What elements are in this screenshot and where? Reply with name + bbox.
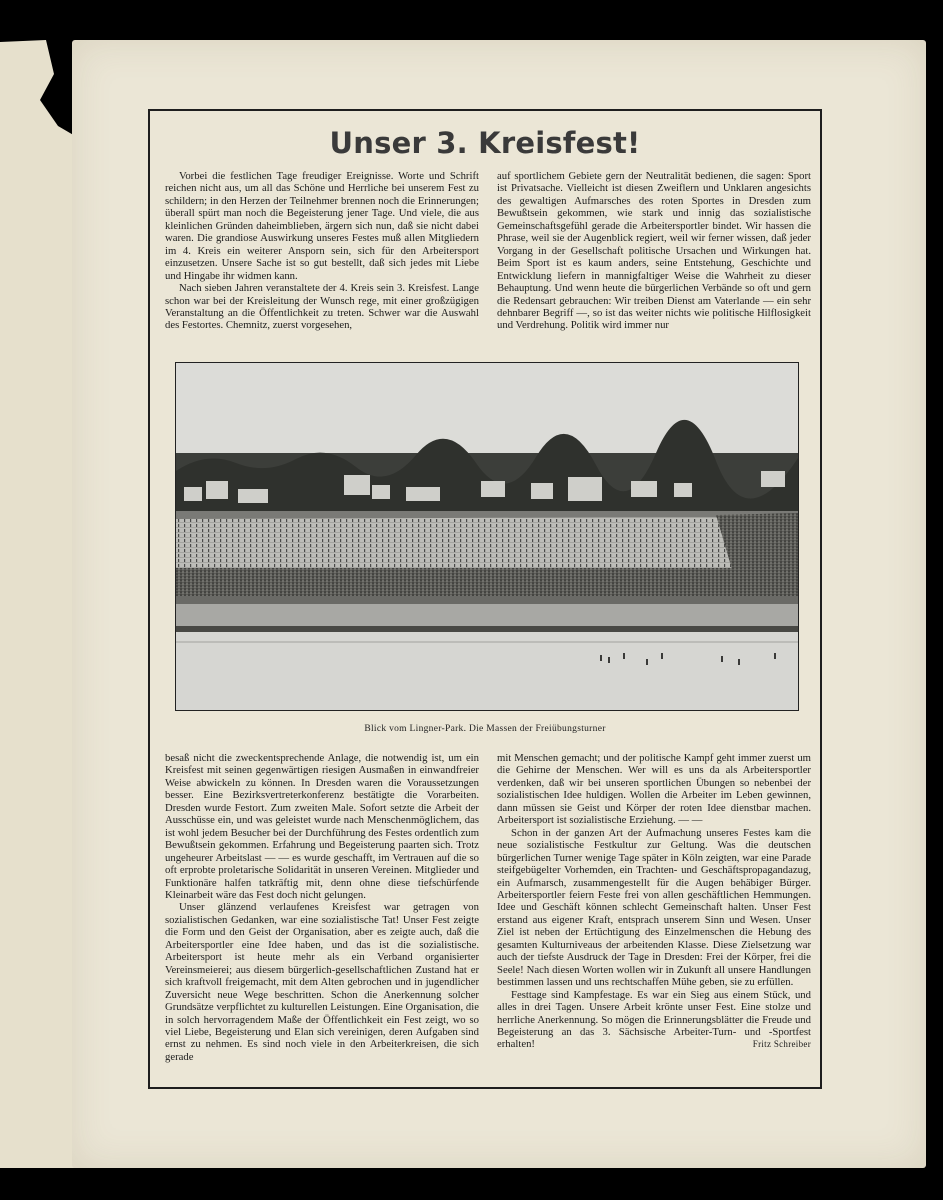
paragraph: Schon in der ganzen Art der Aufmachung unseres Festes kam die neue sozialistische Festkultur zur Geltung. Was die deutschen bürgerlichen Turner wenige Tage später in Köln zeigten, war eine Parade steifgebügelter Vorhemden, ein Trachten- und Geschäftspropagandazug, ein Aufmarsch, zusammengestellt für die Augen behäbiger Bürger. Arbeitersportler feiern Feste frei von allen geschäftlichen Hemmungen. Idee und Geschäft können schlecht Gemeinschaft halten. Unser Fest erstand aus eigener Kraft, entsprach unserem Sinn und Wesen. Unser Ziel ist neben der Ertüchtigung des Einzelmenschen die Hebung des gesamten Kulturniveaus der arbeitenden Klasse. Diese Zielsetzung war auch der tiefste Ausdruck der Tage in Dresden: Frei der Körper, frei die Seele! Nach diesen Worten wollen wir in Zukunft all unsere Handlungen bestimmen lassen und uns rechtschaffen Mühe geben, sie zu erfüllen.: [497, 826, 811, 989]
paragraph: Vorbei die festlichen Tage freudiger Ereignisse. Worte und Schrift reichen nicht aus, um all das Schöne und Herrliche bei unserem Fest zu schildern; in den Herzen der Teilnehmer brennen noch die Erinnerungen; überall spürt man noch die Begeisterung jener Tage. Und viele, die aus kleinlichen Gründen daheimblieben, ärgern sich nun, daß sie nicht dabei waren. Die grandiose Auswirkung unseres Festes muß allen Mitgliedern im 4. Kreis ein weiterer Ansporn sein, sich für den Arbeitersport einzusetzen. Unsere Sache ist so gut bestellt, daß sich jedes mit Liebe und Hingabe ihr widmen kann.: [165, 170, 479, 282]
photo-illustration: [176, 363, 799, 711]
stadium-crowd-photo: [175, 362, 799, 711]
closing-paragraph: [497, 989, 811, 1051]
paragraph: Nach sieben Jahren veranstaltete der 4. Kreis sein 3. Kreisfest. Lange schon war bei der Kreisleitung der Wunsch rege, mit einer großzügigen Veranstaltung an die Öffentlichkeit zu treten. Schwer war die Auswahl des Festortes. Chemnitz, zuerst vorgesehen,: [165, 282, 479, 332]
text-column-bottom-right: [497, 752, 811, 1051]
paragraph: Unser glänzend verlaufenes Kreisfest war getragen von sozialistischen Gedanken, war eine sozialistische Tat! Unser Fest zeigte die Form und den Geist der Organisation, aber es zeigte auch, daß die Arbeitersportler eine Idee haben, und das ist die sozialistische. Arbeitersport ist heute mehr als ein Verband organisierter Vereinsmeierei; aus diesem bürgerlich-gesellschaftlichen Zustand hat er sich kraftvoll freigemacht, mit dem Alten gebrochen und in jugendlicher Zuversicht neue Wege beschritten. Schon die Anerkennung solcher Grundsätze verpflichtet zu kulturellen Leistungen. Eine Organisation, die in solch hervorragendem Maße der Öffentlichkeit ein Fest zeigt, wo so viel Liebe, Begeisterung und Elan sich vereinigen, deren Aufgaben sind ernst zu nehmen. Es sind noch viele in den Arbeiterkreisen, die sich gerade: [165, 901, 479, 1063]
author-signature: Fritz Schreiber: [752, 1039, 811, 1050]
photo-caption: Blick vom Lingner-Park. Die Massen der Freiübungsturner: [364, 724, 606, 734]
text-column-bottom-left: [165, 752, 479, 1063]
paragraph: mit Menschen gemacht; und der politische Kampf geht immer zuerst um die Gehirne der Menschen. Wer will es uns da als Arbeitersportler verdenken, daß wir bei unseren sportlichen Übungen so nebenbei der sozialistischen Idee huldigen. Wollen die Arbeiter im Leben gewinnen, dann müssen sie Geist und Körper der roten Idee dienstbar machen. Arbeitersport ist sozialistische Erziehung. — —: [497, 752, 811, 827]
paragraph: besaß nicht die zweckentsprechende Anlage, die notwendig ist, um ein Kreisfest mit seinen gegenwärtigen riesigen Ausmaßen in einwandfreier Weise abwickeln zu können. In Dresden waren die Voraussetzungen besser. Eine Bezirksvertreterkonferenz bestätigte die Vorarbeiten. Dresden wurde Festort. Zum zweiten Male. Sofort setzte die Arbeit der Ausschüsse ein, und was geleistet wurde nach Menschenmöglichem, das ist wohl jedem Besucher bei der Durchführung des Festes ordentlich zum Bewußtsein gekommen. Erfahrung und Begeisterung paarten sich. Trotz ungeheurer Arbeitslast — — es wurde geschafft, im Vertrauen auf die so oft erprobte proletarische Solidarität in unseren Vereinen. Mitglieder und Funktionäre halfen tatkräftig mit, denn ohne diese tiefschürfende Kleinarbeit wäre das Fest doch nicht gelungen.: [165, 752, 480, 901]
previous-page-edge: [0, 40, 82, 1168]
closing-text: Festtage sind Kampfestage. Es war ein Sieg aus einem Stück, und alles in drei Tagen. Unsere Arbeit krönte unser Fest. Eine stolze und herrliche Anerkennung. So mögen die Erinnerungsblätter die Freude und Begeisterung an das 3. Sächsische Arbeiter-Turn- und -Sportfest erhalten!: [497, 988, 811, 1051]
article-title: Unser 3. Kreisfest!: [329, 126, 641, 160]
paragraph: auf sportlichem Gebiete gern der Neutralität bedienen, die sagen: Sport ist Privatsache. Vielleicht ist diesen Zweiflern und Unklaren angesichts des gewaltigen Aufmarsches des roten Sportes in Dresden zum Bewußtsein gekommen, wie stark und innig das sozialistische Gemeinschaftsgefühl gerade die Arbeitersportler bindet. Wir hassen die Phrase, weil sie der Augenblick regiert, weil wir ferner wissen, daß jeder Vorgang in der Gesellschaft politische Ursachen und Wirkungen hat. Beim Sport ist es kaum anders, seine Entstehung, Geschichte und Entwicklung liefern in mannigfaltiger Weise die Wahrheit zu dieser Behauptung. Und wenn heute die bürgerlichen Verbände so oft und gern die Redensart gebrauchen: Wir treiben Dienst am Vaterlande — ein sehr dehnbarer Begriff —, so ist das weiter nichts wie politische Hilflosigkeit und Verdrehung. Politik wird immer nur: [497, 170, 811, 332]
text-column-top-right: [497, 170, 811, 332]
text-column-top-left: [165, 170, 479, 332]
